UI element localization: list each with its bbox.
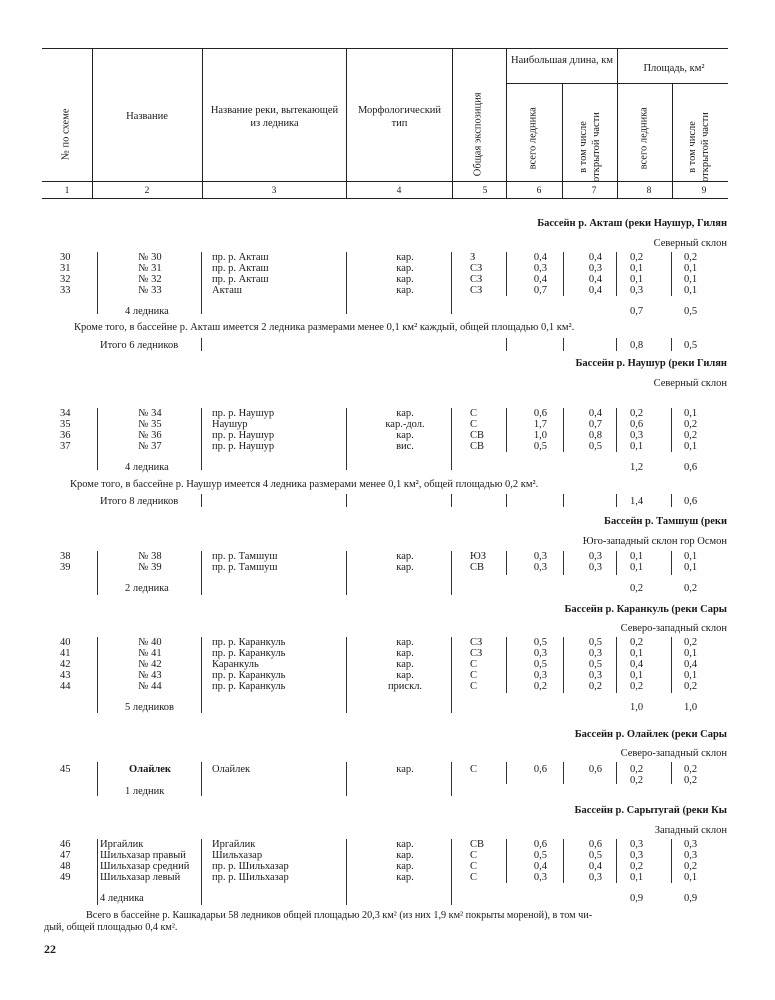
basin-title: Бассейн р. Тамшуш (реки (604, 516, 727, 527)
basin-title: Бассейн р. Наушур (реки Гилян (575, 358, 727, 369)
slope-title: Северный склон (653, 378, 727, 389)
col-num-3: 3 (271, 186, 277, 196)
header-group-length: Наибольшая длина, км (510, 55, 614, 66)
table-header (42, 48, 728, 200)
basin-title: Бассейн р. Сарытугай (реки Кы (574, 805, 727, 816)
header-col-area-open: в том числе открытой части (687, 112, 711, 182)
slope-title: Северный склон (653, 238, 727, 249)
slope-title: Юго-западный склон гор Осмон (582, 536, 727, 547)
basin-title: Бассейн р. Олайлек (реки Сары (574, 729, 727, 740)
col-num-2: 2 (144, 186, 150, 196)
header-col-number: № по схеме (60, 108, 72, 161)
basin-title: Бассейн р. Каранкуль (реки Сары (564, 604, 727, 615)
col-num-5: 5 (482, 186, 488, 196)
col-num-8: 8 (646, 186, 652, 196)
header-col-name: Название (126, 111, 168, 122)
header-col-area-total: всего ледника (638, 107, 650, 170)
header-group-area: Площадь, км² (643, 63, 705, 74)
section-note: Кроме того, в бассейне р. Наушур имеется 4 ледника размерами менее 0,1 км², общей площадью 0,2 км². (70, 479, 539, 490)
header-col-exposure: Общая экспозиция (472, 92, 484, 177)
col-num-9: 9 (701, 186, 707, 196)
header-col-length-total: всего ледника (527, 107, 539, 170)
page-number: 22 (44, 942, 56, 956)
col-num-7: 7 (591, 186, 597, 196)
section-note: Кроме того, в бассейне р. Акташ имеется 2 ледника размерами менее 0,1 км² каждый, общей площадью 0,1 км². (74, 322, 575, 333)
slope-title: Северо-западный склон (620, 623, 727, 634)
slope-title: Западный склон (654, 825, 727, 836)
col-num-4: 4 (396, 186, 402, 196)
document-page: № по схеме Название Название реки, вытекающей из ледника Морфологический тип Общая экспозиция Наибольшая длина, км всего ледника в том числе открытой части Площадь, км² всего ледника в том числе открытой части 1 2 3 4 5 6 7 8 9 Бассейн р. Акташ (реки Наушур, Гилян Северный склон 30 № 30 пр. р. Акташ кар. З 0,4 0,4 0,2 0,2 31 № 31 пр. р. Акташ кар. СЗ 0,3 0,3 0,1 0,1 32 № 32 пр. р. Акташ кар. СЗ 0,4 0,4 0,1 0,1 33 № 33 Акташ кар. СЗ 0,7 0,4 0,3 0,1 4 ледника 0,7 0,5 Кроме того, в бассейне р. Акташ имеется 2 ледника размерами менее 0,1 км² каждый, общей площадью 0,1 км². Итого 6 ледников 0,8 0,5 Бассейн р. Наушур (реки Гилян Северный склон 34 № 34 пр. р. Наушур кар. С 0,6 0,4 0,2 0,1 35 № 35 Наушур кар.-дол. С 1,7 0,7 0,6 0,2 36 № 36 пр. р. Наушур кар. СВ 1,0 0,8 0,3 0,2 37 № 37 пр. р. Наушур вис. СВ 0,5 0,5 0,1 0,1 4 ледника 1,2 0,6 Кроме того, в бассейне р. Наушур имеется 4 ледника размерами менее 0,1 км², общей площадью 0,2 км². Итого 8 ледников 1,4 0,6 Бассейн р. Тамшуш (реки Юго-западный склон гор Осмон 38 № 38 пр. р. Тамшуш кар. ЮЗ 0,3 0,3 0,1 0,1 39 № 39 пр. р. Тамшуш кар. СВ 0,3 0,3 0,1 0,1 2 ледника 0,2 0,2 Бассейн р. Каранкуль (реки Сары Северо-западный склон 40 № 40 пр. р. Каранкуль кар. СЗ 0,5 0,5 0,2 0,2 41 № 41 пр. р. Каранкуль кар. СЗ 0,3 0,3 0,1 0,1 42 № 42 Каранкуль кар. С 0,5 0,5 0,4 0,4 43 № 43 пр. р. Каранкуль кар. С 0,3 0,3 0,1 0,1 44 № 44 пр. р. Каранкуль прискл. С 0,2 0,2 0,2 0,2 5 ледников 1,0 1,0 Бассейн р. Олайлек (реки Сары Северо-западный склон 45 Олайлек Олайлек кар. С 0,6 0,6 0,2 0,2 0,2 0,2 1 ледник Бассейн р. Сарытугай (реки Кы Западный склон 46 Иргайлик Иргайлик кар. СВ 0,6 0,6 0,3 0,3 47 Шильхазар правый Шильхазар кар. С 0,5 0,5 0,3 0,3 48 Шильхазар средний пр. р. Шильхазар кар. С 0,4 0,4 0,2 0,2 49 Шильхазар левый пр. р. Шильхазар кар. С 0,3 0,3 0,1 0,1 4 ледника 0,9 0,9 Всего в бассейне р. Кашкадарьи 58 ледников общей площадью 20,3 км² (из них 1,9 км² покрыты мореной), в том чи- дый, общей площадью 0,4 км². 22 (0, 0, 775, 1000)
col-num-1: 1 (64, 186, 70, 196)
header-col-river: Название реки, вытекающей из ледника (210, 105, 339, 130)
footer-note-line1: Всего в бассейне р. Кашкадарьи 58 ледников общей площадью 20,3 км² (из них 1,9 км² покрыты мореной), в том чи- (86, 910, 593, 921)
slope-title: Северо-западный склон (620, 748, 727, 759)
footer-note-line2: дый, общей площадью 0,4 км². (44, 922, 178, 933)
basin-title: Бассейн р. Акташ (реки Наушур, Гилян (537, 218, 727, 229)
header-col-length-open: в том числе открытой части (578, 112, 602, 182)
col-num-6: 6 (536, 186, 542, 196)
header-col-morph-type: Морфологический тип (357, 105, 442, 130)
